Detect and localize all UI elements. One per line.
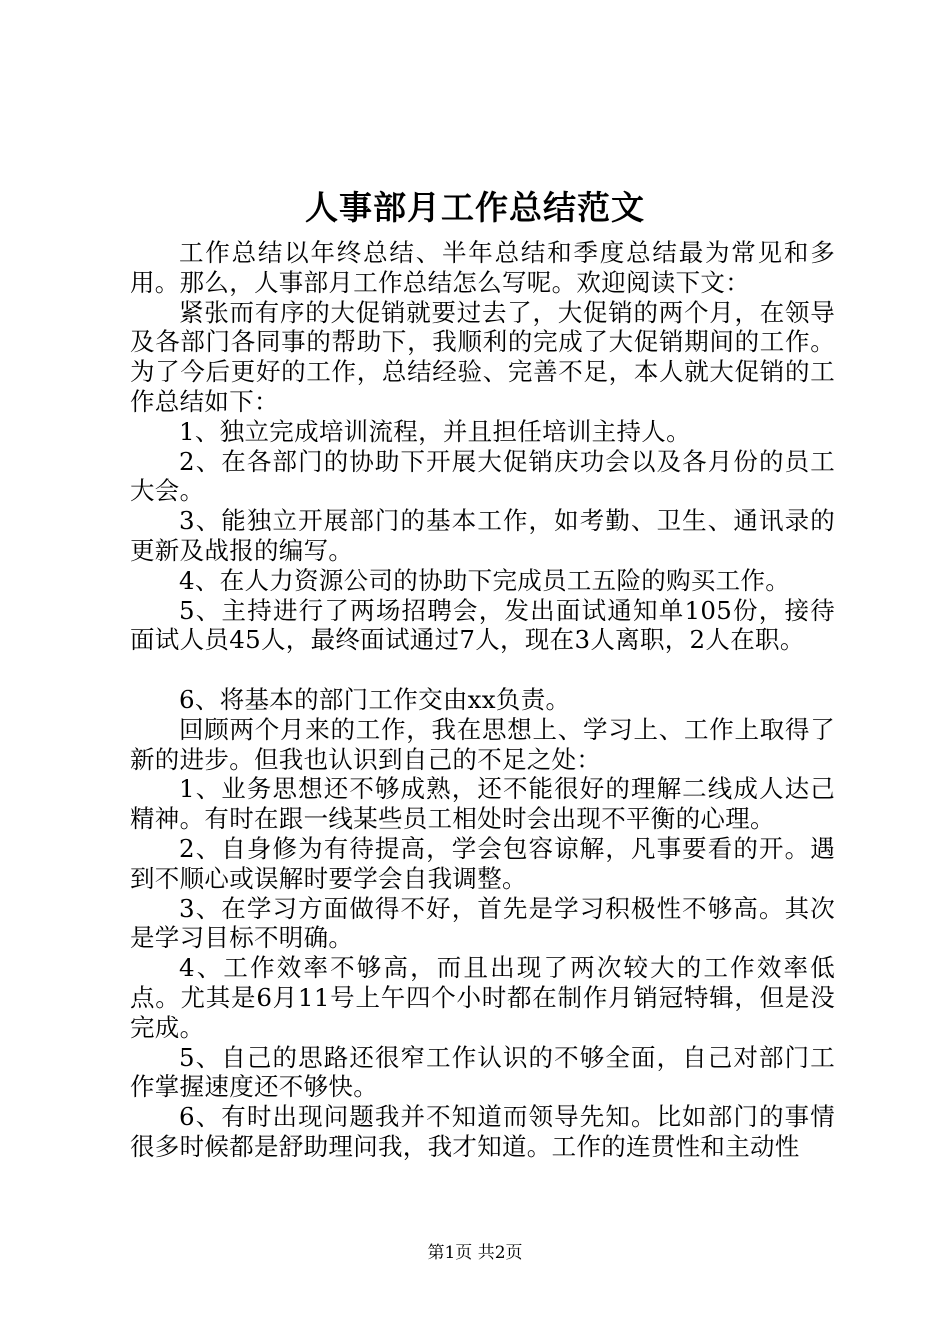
achievement-item-2: 2、在各部门的协助下开展大促销庆功会以及各月份的员工大会。 <box>130 446 835 506</box>
shortcoming-item-6: 6、有时出现问题我并不知道而领导先知。比如部门的事情很多时候都是舒助理问我，我才知道。工作的连贯性和主动性 <box>130 1102 835 1161</box>
document-title: 人事部月工作总结范文 <box>305 188 645 227</box>
achievement-item-1: 1、独立完成培训流程，并且担任培训主持人。 <box>179 416 691 446</box>
paragraph-review: 回顾两个月来的工作，我在思想上、学习上、工作上取得了新的进步。但我也认识到自己的不足之处： <box>130 714 835 774</box>
paragraph-intro: 工作总结以年终总结、半年总结和季度总结最为常见和多用。那么，人事部月工作总结怎么写呢。欢迎阅读下文： <box>130 238 835 297</box>
achievement-item-4: 4、在人力资源公司的协助下完成员工五险的购买工作。 <box>179 565 791 595</box>
achievement-item-3: 3、能独立开展部门的基本工作，如考勤、卫生、通讯录的更新及战报的编写。 <box>130 506 835 565</box>
document-body <box>130 238 835 1162</box>
shortcoming-item-3: 3、在学习方面做得不好，首先是学习积极性不够高。其次是学习目标不明确。 <box>130 893 835 953</box>
paragraph-summary-intro: 紧张而有序的大促销就要过去了，大促销的两个月，在领导及各部门各同事的帮助下，我顺利的完成了大促销期间的工作。为了今后更好的工作，总结经验、完善不足，本人就大促销的工作总结如下： <box>130 297 835 416</box>
shortcoming-item-4: 4、工作效率不够高，而且出现了两次较大的工作效率低点。尤其是6月11号上午四个小时都在制作月销冠特辑，但是没完成。 <box>130 953 835 1042</box>
shortcoming-item-1: 1、业务思想还不够成熟，还不能很好的理解二线成人达己精神。有时在跟一线某些员工相处时会出现不平衡的心理。 <box>130 774 835 834</box>
page-footer: 第1页 共2页 <box>427 1243 523 1263</box>
achievement-item-6: 6、将基本的部门工作交由xx负责。 <box>179 684 571 714</box>
shortcoming-item-2: 2、自身修为有待提高，学会包容谅解，凡事要看的开。遇到不顺心或误解时要学会自我调整。 <box>130 833 835 893</box>
achievement-item-5: 5、主持进行了两场招聘会，发出面试通知单105份，接待面试人员45人，最终面试通过7人，现在3人离职，2人在职。 <box>130 595 835 655</box>
shortcoming-item-5: 5、自己的思路还很窄工作认识的不够全面，自己对部门工作掌握速度还不够快。 <box>130 1042 835 1102</box>
